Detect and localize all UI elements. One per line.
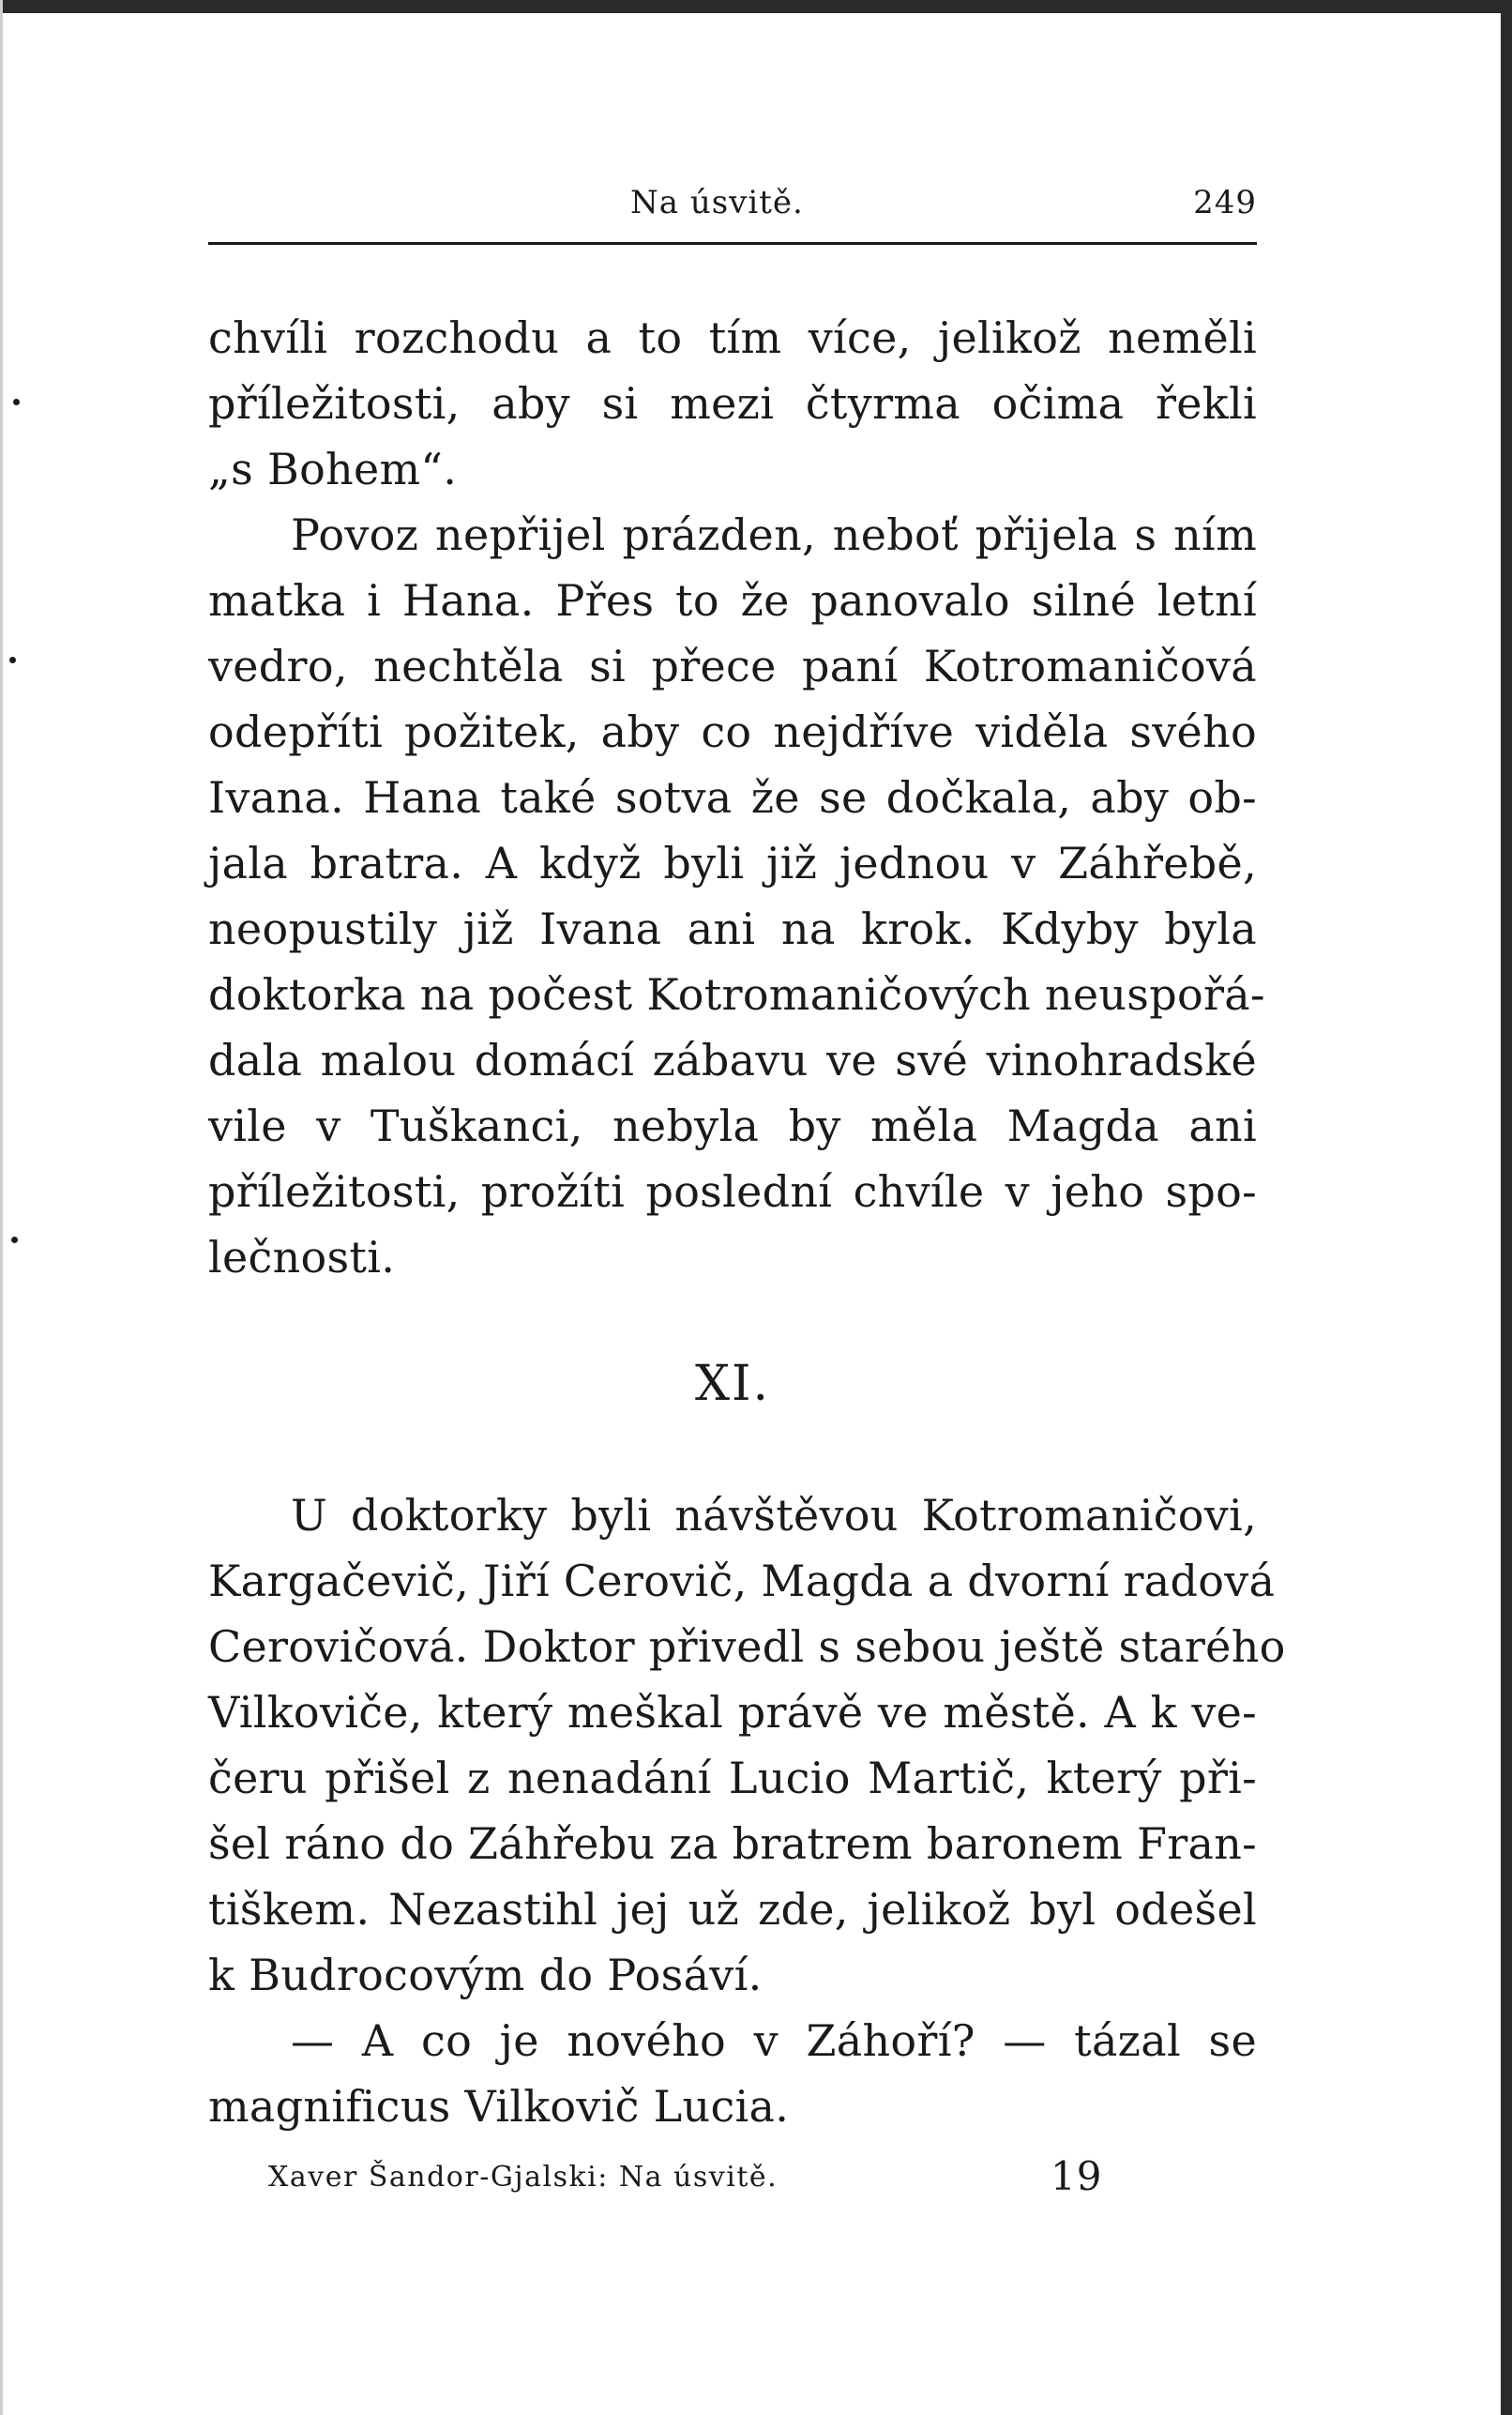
text-line: neopustily již Ivana ani na krok. Kdyby byla — [208, 904, 1257, 954]
printer-signature: Xaver Šandor-Gjalski: Na úsvitě. — [268, 2161, 779, 2194]
text-line: dala malou domácí zábavu ve své vinohradské — [208, 1035, 1257, 1086]
text-line: Cerovičová. Doktor přivedl s sebou ještě starého — [208, 1621, 1286, 1672]
text-block-upper — [208, 305, 1265, 1290]
running-head — [208, 178, 1257, 235]
text-line: vile v Tuškanci, nebyla by měla Magda ani — [208, 1101, 1257, 1151]
text-line: matka i Hana. Přes to že panovalo silné letní — [208, 575, 1257, 626]
scan-edge-left — [0, 0, 3, 2415]
scan-speck — [13, 399, 20, 405]
scan-speck — [11, 1237, 18, 1243]
page-number: 249 — [1193, 184, 1257, 221]
scan-border-top — [0, 0, 1512, 13]
text-line: „s Bohem“. — [208, 444, 458, 494]
text-line: odepříti požitek, aby co nejdříve viděla svého — [208, 706, 1257, 757]
text-line: jala bratra. A když byli již jednou v Záhřebě, — [208, 838, 1257, 889]
scan-border-right — [1501, 0, 1512, 2415]
text-line: lečnosti. — [208, 1232, 396, 1283]
paragraph — [208, 2008, 1257, 2139]
text-line: příležitosti, aby si mezi čtyrma očima řekli — [208, 378, 1257, 429]
paragraph — [208, 1482, 1286, 2008]
header-rule — [208, 242, 1257, 245]
text-line: šel ráno do Záhřebu za bratrem baronem Fran- — [208, 1818, 1257, 1869]
text-line: k Budrocovým do Posáví. — [208, 1950, 763, 2000]
text-line: U doktorky byli návštěvou Kotromaničovi, — [291, 1490, 1257, 1541]
text-line: Kargačevič, Jiří Cerovič, Magda a dvorní radová — [208, 1556, 1276, 1606]
chapter-heading: XI. — [694, 1356, 771, 1412]
text-block-lower — [208, 1482, 1286, 2139]
text-line: vedro, nechtěla si přece paní Kotromaničová — [208, 641, 1257, 691]
text-line: Povoz nepřijel prázden, neboť přijela s ním — [291, 509, 1257, 560]
text-line: chvíli rozchodu a to tím více, jelikož neměli — [208, 312, 1257, 363]
text-line: čeru přišel z nenadání Lucio Martič, který při- — [208, 1753, 1257, 1803]
paragraph — [208, 502, 1265, 1290]
text-line: doktorka na počest Kotromaničových neuspořá- — [208, 969, 1265, 1020]
text-line: — A co je nového v Záhoří? — tázal se — [291, 2015, 1257, 2066]
text-line: Vilkoviče, který meškal právě ve městě. A k ve- — [208, 1687, 1257, 1738]
sheet-number: 19 — [1051, 2153, 1103, 2199]
scan-speck — [9, 657, 16, 663]
text-line: tiškem. Nezastihl jej už zde, jelikož byl odešel — [208, 1884, 1257, 1935]
text-line: Ivana. Hana také sotva že se dočkala, aby ob- — [208, 772, 1257, 823]
text-line: příležitosti, prožíti poslední chvíle v jeho spo- — [208, 1166, 1257, 1217]
running-title: Na úsvitě. — [630, 184, 804, 221]
text-line: magnificus Vilkovič Lucia. — [208, 2081, 790, 2132]
paragraph — [208, 305, 1257, 502]
